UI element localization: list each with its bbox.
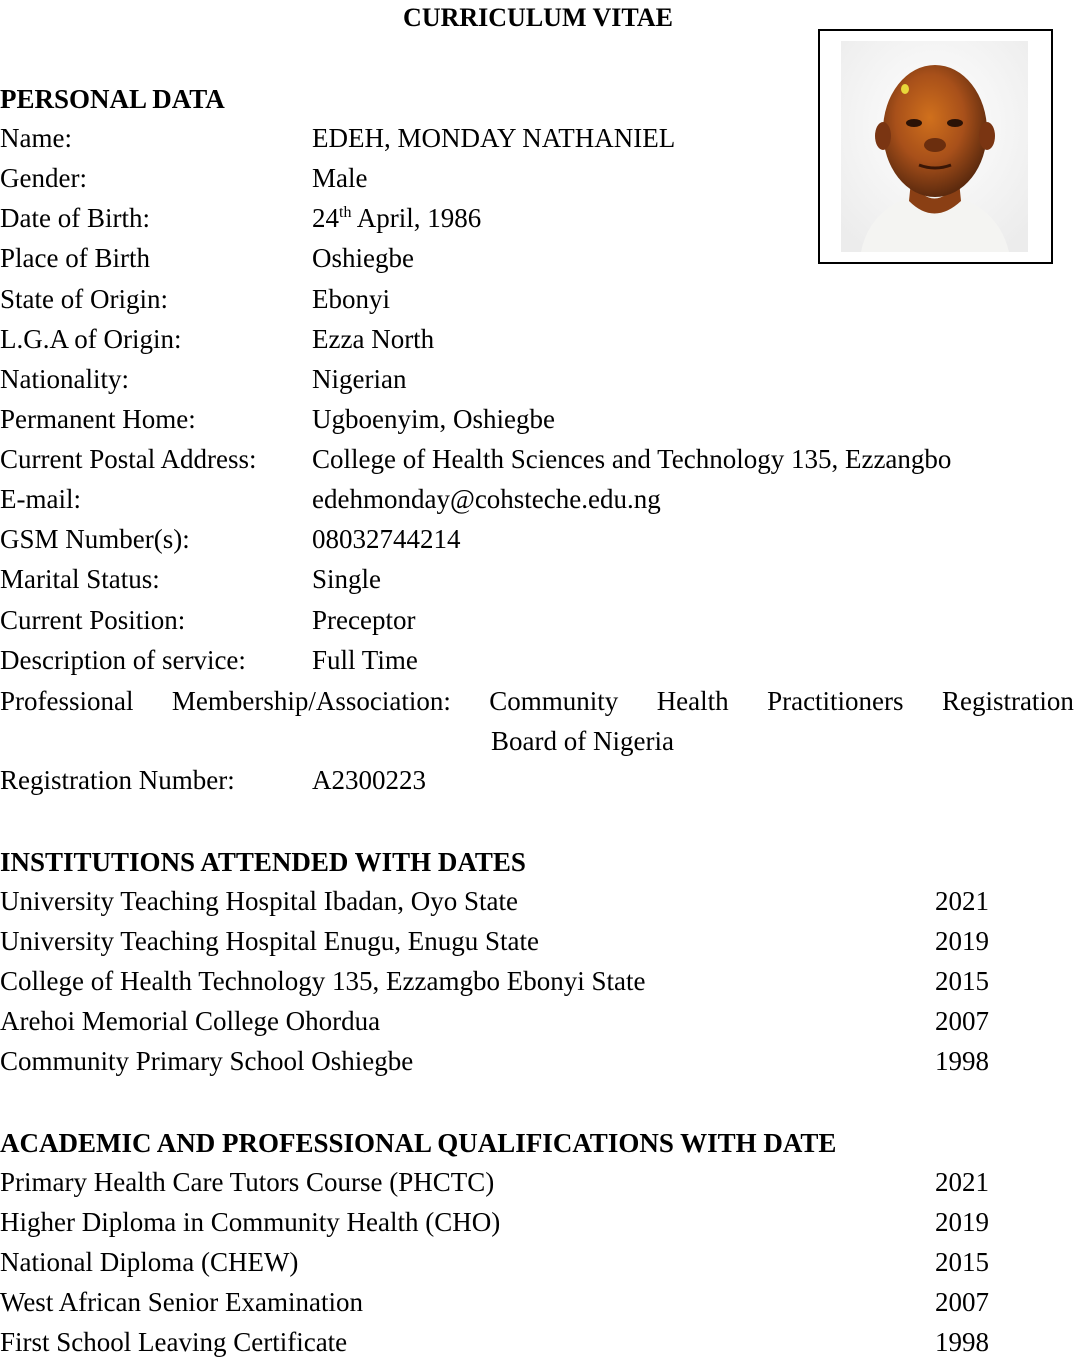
dob-day: 24 (312, 203, 339, 233)
membership-word: Community (489, 686, 619, 716)
institution-year: 2019 (935, 926, 989, 956)
field-label: Permanent Home: (0, 404, 196, 434)
field-label: Nationality: (0, 364, 129, 394)
institution-name: Community Primary School Oshiegbe (0, 1046, 414, 1076)
field-value: College of Health Sciences and Technology 135, Ezzangbo (312, 444, 952, 474)
qualifications-heading: ACADEMIC AND PROFESSIONAL QUALIFICATIONS WITH DATE (0, 1128, 837, 1158)
institutions-heading: INSTITUTIONS ATTENDED WITH DATES (0, 847, 526, 877)
institution-name: College of Health Technology 135, Ezzamgbo Ebonyi State (0, 966, 646, 996)
field-label: L.G.A of Origin: (0, 324, 182, 354)
document-title: CURRICULUM VITAE (403, 3, 673, 32)
qualification-name: West African Senior Examination (0, 1287, 363, 1317)
field-value: 08032744214 (312, 524, 461, 554)
qualification-name: First School Leaving Certificate (0, 1327, 348, 1357)
field-label: GSM Number(s): (0, 524, 190, 554)
qualification-year: 2021 (935, 1167, 989, 1197)
field-label: E-mail: (0, 484, 81, 514)
list-item (0, 881, 1076, 921)
membership-continuation: Board of Nigeria (491, 726, 674, 756)
qualification-name: Primary Health Care Tutors Course (PHCTC) (0, 1167, 495, 1197)
membership-word: Registration (941, 686, 1074, 716)
field-value: EDEH, MONDAY NATHANIEL (312, 123, 676, 153)
field-value: Male (312, 163, 368, 193)
personal-data-heading: PERSONAL DATA (0, 84, 225, 114)
list-item (0, 1162, 1076, 1202)
institution-name: Arehoi Memorial College Ohordua (0, 1006, 381, 1036)
dob-rest: April, 1986 (351, 203, 482, 233)
field-label: Place of Birth (0, 243, 150, 273)
field-label: Registration Number: (0, 765, 235, 795)
field-value: Preceptor (312, 605, 416, 635)
qualification-year: 1998 (935, 1327, 989, 1357)
institution-year: 1998 (935, 1046, 989, 1076)
field-value: A2300223 (312, 765, 426, 795)
list-item (0, 1001, 1076, 1041)
field-value: Nigerian (312, 364, 407, 394)
dob-ordinal: th (339, 204, 352, 221)
field-label: Gender: (0, 163, 87, 193)
field-label: Marital Status: (0, 564, 160, 594)
field-value: Single (312, 564, 382, 594)
qualification-year: 2015 (935, 1247, 989, 1277)
institution-year: 2007 (935, 1006, 989, 1036)
qualification-name: Higher Diploma in Community Health (CHO) (0, 1207, 501, 1237)
field-label: Description of service: (0, 645, 246, 675)
membership-word: Membership/Association: (171, 686, 451, 716)
field-label: Name: (0, 123, 72, 153)
field-value: Oshiegbe (312, 243, 414, 273)
field-value (312, 198, 481, 238)
field-label: Current Position: (0, 605, 186, 635)
field-value: Ugboenyim, Oshiegbe (312, 404, 555, 434)
field-label: State of Origin: (0, 284, 168, 314)
field-value: Full Time (312, 645, 418, 675)
list-item (0, 1322, 1076, 1362)
institution-name: University Teaching Hospital Enugu, Enugu State (0, 926, 540, 956)
membership-word: Professional (0, 686, 134, 716)
institution-name: University Teaching Hospital Ibadan, Oyo State (0, 886, 518, 916)
email-value: edehmonday@cohsteche.edu.ng (312, 484, 661, 514)
list-item (0, 1242, 1076, 1282)
field-value: Ezza North (312, 324, 435, 354)
membership-word: Health (656, 686, 729, 716)
list-item (0, 961, 1076, 1001)
qualification-year: 2019 (935, 1207, 989, 1237)
field-professional-membership (0, 681, 1074, 721)
field-label: Date of Birth: (0, 203, 150, 233)
institution-year: 2021 (935, 886, 989, 916)
list-item (0, 1202, 1076, 1242)
passport-photo (818, 29, 1053, 264)
membership-word: Practitioners (767, 686, 904, 716)
field-label: Current Postal Address: (0, 444, 257, 474)
list-item (0, 921, 1076, 961)
qualification-name: National Diploma (CHEW) (0, 1247, 299, 1277)
institution-year: 2015 (935, 966, 989, 996)
qualification-year: 2007 (935, 1287, 989, 1317)
list-item (0, 1041, 1076, 1081)
field-value: Ebonyi (312, 284, 390, 314)
portrait-image (841, 41, 1028, 252)
list-item (0, 1282, 1076, 1322)
